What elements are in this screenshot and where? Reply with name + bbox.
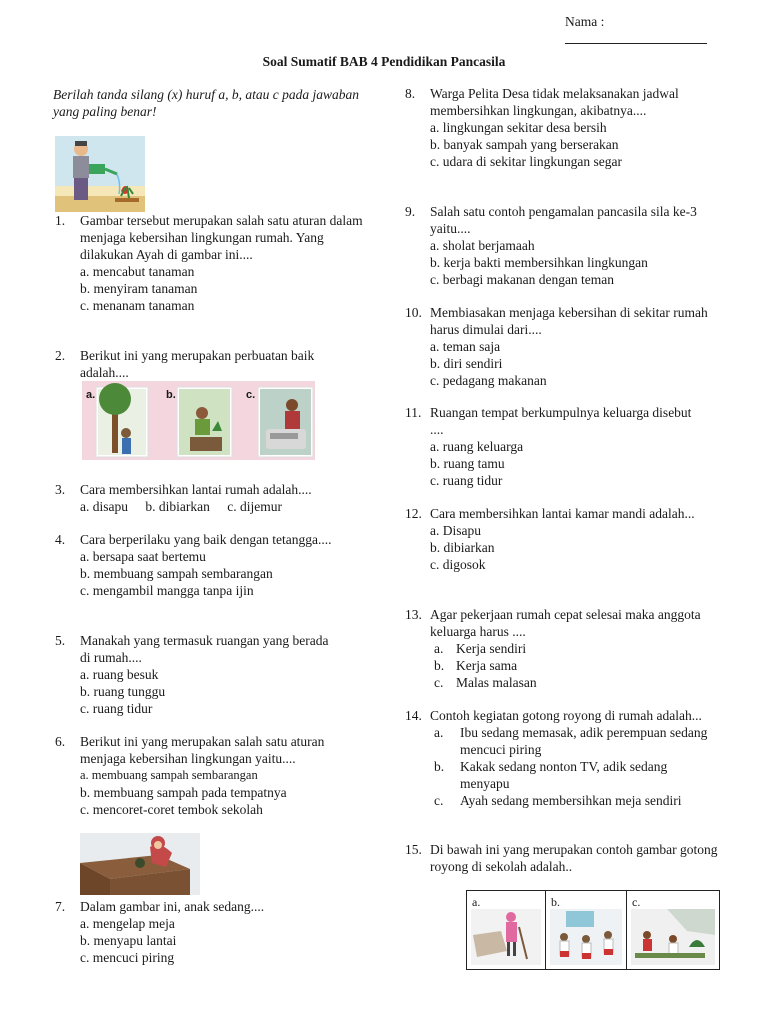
option-a[interactable]: a. ruang besuk [80,667,159,682]
option-a[interactable] [430,640,705,657]
question-number: 10. [405,305,422,320]
page-title: Soal Sumatif BAB 4 Pendidikan Pancasila [262,54,506,69]
option-c[interactable]: c. mencoret-coret tembok sekolah [80,802,263,817]
option-a[interactable]: a. disapu [80,499,128,514]
option-a[interactable]: a. mencabut tanaman [80,264,195,279]
option-letter: a. [434,641,444,656]
question-14 [405,707,715,809]
question-2 [55,347,355,381]
option-b[interactable]: b. ruang tamu [430,456,505,471]
illustration-man-watering [55,136,145,212]
option-letter: b. [434,658,445,673]
option-c[interactable] [430,792,715,809]
name-label: Nama : [565,14,605,29]
question-stem: Ruangan tempat berkumpulnya keluarga disebut .... [430,405,692,437]
option-c[interactable]: c. digosok [430,557,486,572]
option-text: Kakak sedang nonton TV, adik sedang menyapu [460,759,668,791]
option-text: Kerja sendiri [456,641,527,656]
question-5 [55,632,340,717]
question-stem: Gambar tersebut merupakan salah satu aturan dalam menjaga kebersihan lingkungan rumah. Yang dilakukan Ayah di gambar ini.... [80,213,363,262]
option-c[interactable]: c. dijemur [227,499,282,514]
option-a[interactable]: a. ruang keluarga [430,439,524,454]
question-number: 4. [55,532,66,547]
picture-label-a: a. [472,895,481,909]
question-7 [55,898,355,966]
picture-label-b: b. [166,389,176,401]
question-stem: Di bawah ini yang merupakan contoh gambar gotong royong di sekolah adalah.. [430,842,718,874]
question-stem: Dalam gambar ini, anak sedang.... [80,899,265,914]
question-number: 15. [405,842,422,857]
question-10 [405,304,715,389]
option-c[interactable]: c. mengambil mangga tanpa ijin [80,583,254,598]
option-b[interactable] [430,758,715,792]
question-number: 11. [405,405,422,420]
question-15 [405,841,720,875]
question-number: 9. [405,204,416,219]
question-number: 2. [55,348,66,363]
question-stem: Cara membersihkan lantai rumah adalah.... [80,482,312,497]
option-c[interactable]: c. menanam tanaman [80,298,195,313]
option-b[interactable]: b. ruang tunggu [80,684,166,699]
option-a[interactable] [430,724,715,758]
option-b[interactable]: b. menyapu lantai [80,933,177,948]
name-blank-line [565,43,707,44]
inline-options [80,498,370,515]
question-number: 14. [405,708,422,723]
option-text: Malas malasan [456,675,537,690]
option-b[interactable]: b. kerja bakti membersihkan lingkungan [430,255,648,270]
picture-label-c: c. [632,895,641,909]
question-stem: Berikut ini yang merupakan salah satu aturan menjaga kebersihan lingkungan yaitu.... [80,734,325,766]
question-stem: Cara membersihkan lantai kamar mandi adalah... [430,506,695,521]
option-text: Ibu sedang memasak, adik perempuan sedang mencuci piring [460,725,708,757]
question-15-picture-options [466,890,720,970]
option-text: Ayah sedang membersihkan meja sendiri [460,793,682,808]
option-c[interactable]: c. ruang tidur [430,473,503,488]
question-4 [55,531,335,599]
question-6 [55,733,370,818]
option-b[interactable]: b. membuang sampah sembarangan [80,566,273,581]
question-number: 5. [55,633,66,648]
picture-label-a: a. [86,389,96,401]
picture-option-b[interactable] [546,891,627,969]
option-a[interactable]: a. teman saja [430,339,501,354]
option-letter: c. [434,793,444,808]
option-letter: b. [434,759,445,774]
question-stem: Membiasakan menjaga kebersihan di sekitar rumah harus dimulai dari.... [430,305,708,337]
picture-label-b: b. [551,895,560,909]
question-number: 8. [405,86,416,101]
option-a[interactable]: a. bersapa saat bertemu [80,549,206,564]
picture-option-c[interactable] [627,891,719,969]
question-13 [405,606,705,691]
option-letter: a. [434,725,444,740]
instruction-text: Berilah tanda silang (x) huruf a, b, atau c pada jawaban yang paling benar! [53,87,359,119]
option-b[interactable] [430,657,705,674]
question-8 [405,85,690,170]
question-number: 7. [55,899,66,914]
question-stem: Salah satu contoh pengamalan pancasila sila ke-3 yaitu.... [430,204,697,236]
question-9 [405,203,715,288]
option-b[interactable]: b. dibiarkan [430,540,495,555]
question-number: 6. [55,734,66,749]
option-letter: c. [434,675,444,690]
question-number: 3. [55,482,66,497]
option-c[interactable]: c. pedagang makanan [430,373,547,388]
option-a[interactable]: a. lingkungan sekitar desa bersih [430,120,607,135]
question-11 [405,404,705,489]
question-stem: Contoh kegiatan gotong royong di rumah adalah... [430,708,702,723]
picture-option-a[interactable] [467,891,546,969]
question-1 [55,212,370,314]
question-stem: Cara berperilaku yang baik dengan tetangga.... [80,532,332,547]
option-text: Kerja sama [456,658,518,673]
option-c[interactable] [430,674,705,691]
option-c[interactable]: c. mencuci piring [80,950,175,965]
question-stem: Manakah yang termasuk ruangan yang berada di rumah.... [80,633,329,665]
option-b[interactable]: b. menyiram tanaman [80,281,198,296]
option-c[interactable]: c. udara di sekitar lingkungan segar [430,154,622,169]
option-a[interactable]: a. mengelap meja [80,916,175,931]
question-12 [405,505,705,573]
question-2-picture-options [82,381,315,460]
question-number: 13. [405,607,422,622]
option-b[interactable]: b. membuang sampah pada tempatnya [80,785,287,800]
picture-label-c: c. [246,389,256,401]
option-c[interactable]: c. ruang tidur [80,701,153,716]
option-b[interactable]: b. banyak sampah yang berserakan [430,137,619,152]
option-a[interactable]: a. sholat berjamaah [430,238,535,253]
option-a[interactable]: a. membuang sampah sembarangan [80,768,258,782]
question-number: 1. [55,213,66,228]
question-number: 12. [405,506,422,521]
question-stem: Berikut ini yang merupakan perbuatan baik adalah.... [80,348,315,380]
option-b[interactable]: b. dibiarkan [145,499,210,514]
question-stem: Warga Pelita Desa tidak melaksanakan jadwal membersihkan lingkungan, akibatnya.... [430,86,679,118]
option-a[interactable]: a. Disapu [430,523,481,538]
illustration-child-wiping-table [80,833,200,895]
question-stem: Agar pekerjaan rumah cepat selesai maka anggota keluarga harus .... [430,607,701,639]
option-b[interactable]: b. diri sendiri [430,356,503,371]
question-3 [55,481,370,515]
option-c[interactable]: c. berbagi makanan dengan teman [430,272,615,287]
